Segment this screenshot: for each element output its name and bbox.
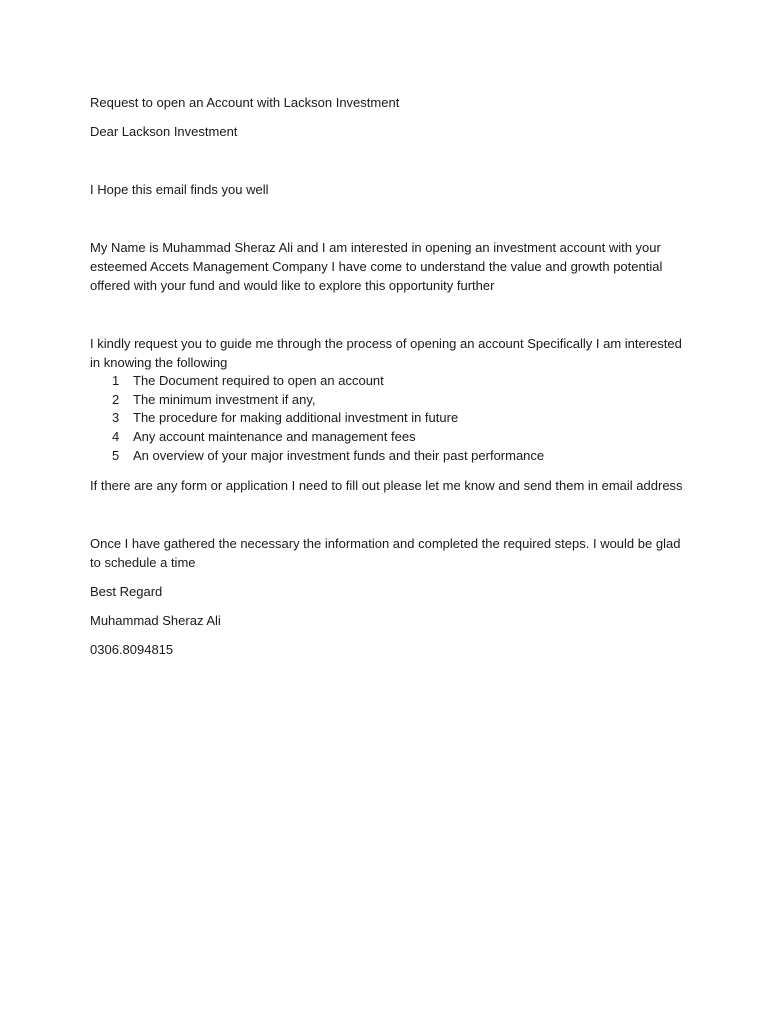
list-item <box>90 391 690 410</box>
list-item-number: 2 <box>112 391 120 407</box>
requirements-list <box>90 372 690 466</box>
list-item <box>90 409 690 428</box>
intro-line-3: offered with your fund and would like to explore this opportunity further <box>90 278 495 293</box>
list-item-number: 5 <box>112 447 120 463</box>
forms-request-line: If there are any form or application I need to fill out please let me know and send them in email address <box>90 477 683 493</box>
list-item-number: 3 <box>112 410 120 426</box>
greeting-line: I Hope this email finds you well <box>90 182 269 197</box>
list-item <box>90 372 690 391</box>
phone-number: 0306.8094815 <box>90 641 174 657</box>
closing-line-2: to schedule a time <box>90 554 196 570</box>
closing-line-1: Once I have gathered the necessary the information and completed the required steps. I would be glad <box>90 535 681 551</box>
list-item-text: The Document required to open an account <box>133 373 384 388</box>
closing-paragraph <box>90 534 690 572</box>
subject-line: Request to open an Account with Lackson Investment <box>90 95 400 110</box>
list-item-text: An overview of your major investment funds and their past performance <box>133 447 545 463</box>
list-item-number: 1 <box>112 373 120 388</box>
list-item-text: The minimum investment if any, <box>133 391 316 407</box>
list-item-text: The procedure for making additional investment in future <box>133 410 459 426</box>
intro-line-2: esteemed Accets Management Company I have come to understand the value and growth potential <box>90 259 663 274</box>
list-item <box>90 428 690 447</box>
request-line-2: in knowing the following <box>90 355 228 370</box>
list-item-text: Any account maintenance and management fees <box>133 429 416 445</box>
sender-name: Muhammad Sheraz Ali <box>90 612 221 628</box>
intro-paragraph <box>90 238 690 295</box>
sign-off: Best Regard <box>90 583 163 599</box>
intro-line-1: My Name is Muhammad Sheraz Ali and I am interested in opening an investment account with your <box>90 240 661 255</box>
request-line-1: I kindly request you to guide me through the process of opening an account Specifically I am interested <box>90 336 682 351</box>
request-paragraph <box>90 334 690 372</box>
document-page <box>90 93 690 659</box>
salutation: Dear Lackson Investment <box>90 124 238 139</box>
list-item-number: 4 <box>112 429 120 445</box>
list-item <box>90 447 690 466</box>
